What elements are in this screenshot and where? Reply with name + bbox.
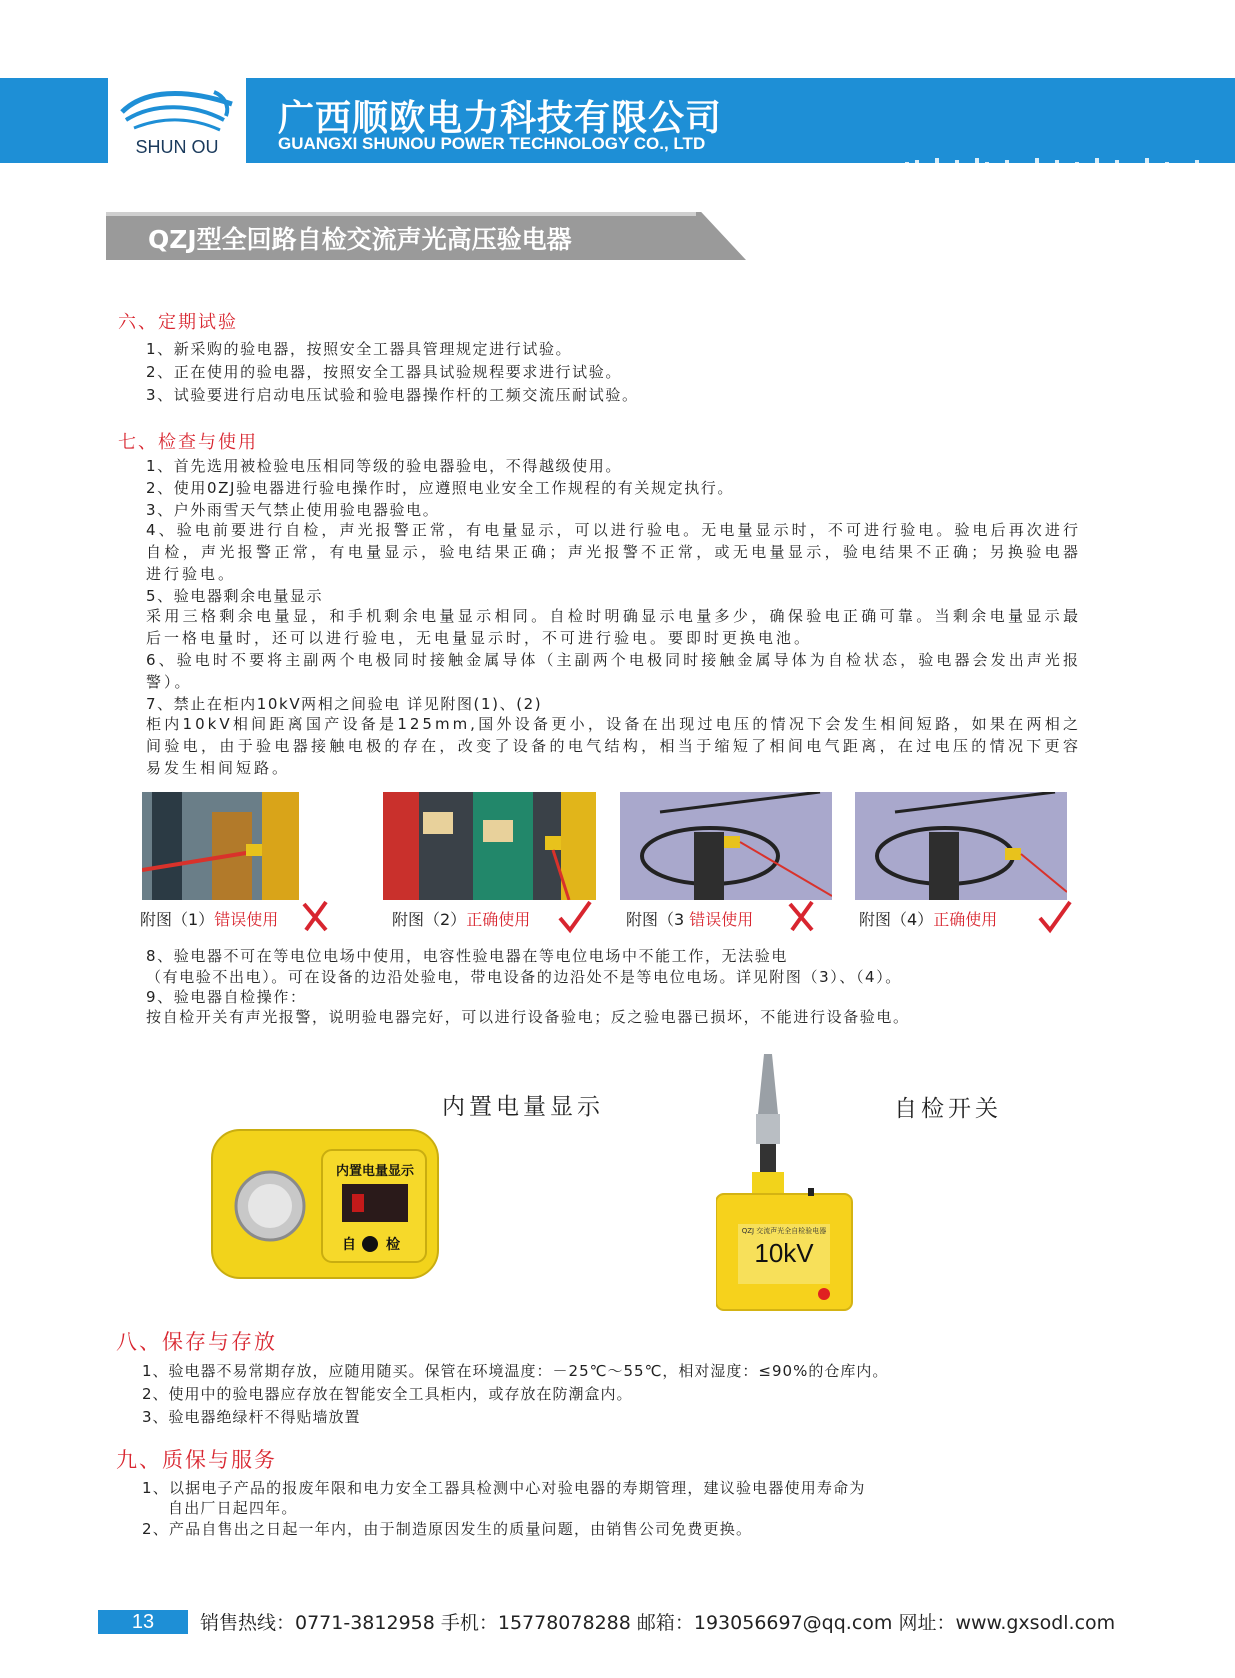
section-9-item: 1、以据电子产品的报废年限和电力安全工器具检测中心对验电器的寿期管理，建议验电器使用寿命为 bbox=[142, 1479, 866, 1497]
section-6-item: 3、试验要进行启动电压试验和验电器操作杆的工频交流压耐试验。 bbox=[146, 386, 639, 404]
wrong-cross-icon bbox=[786, 898, 816, 934]
self-test-switch-label: 自检开关 bbox=[894, 1096, 1002, 1122]
device-check-label: 检 bbox=[386, 1237, 400, 1253]
section-8-item: 1、验电器不易常期存放，应随用随买。保管在环境温度：－25℃～55℃，相对湿度：≤90%的仓库内。 bbox=[142, 1362, 889, 1380]
device-self-label: 自 bbox=[342, 1237, 356, 1253]
dot-pattern-decoration bbox=[855, 158, 1225, 240]
section-7-item: 柜内10kV相间距离国产设备是125mm,国外设备更小，设备在出现过电压的情况下会发生相间短路，如果在两相之间验电，由于验电器接触电极的存在，改变了设备的电气结构，相当于缩短了相间电气距离，在过电压的情况下更容易发生相间短路。 bbox=[146, 715, 1081, 777]
product-title: QZJ型全回路自检交流声光高压验电器 bbox=[148, 225, 572, 254]
figure-2-photo bbox=[383, 792, 596, 900]
section-7-item: 4、验电前要进行自检，声光报警正常，有电量显示，可以进行验电。无电量显示时，不可进行验电。验电后再次进行自检，声光报警正常，有电量显示，验电结果正确；声光报警不正常，或无电量显示，验电结果不正确；另换验电器进行验电。 bbox=[146, 521, 1081, 583]
company-name-en: GUANGXI SHUNOU POWER TECHNOLOGY CO., LTD bbox=[278, 134, 706, 153]
device-panel-title: 内置电量显示 bbox=[335, 1164, 414, 1179]
section-7-item: 8、验电器不可在等电位电场中使用，电容性验电器在等电位电场中不能工作，无法验电 bbox=[146, 947, 788, 965]
section-7-item: 采用三格剩余电量显，和手机剩余电量显示相同。自检时明确显示电量多少，确保验电正确可靠。当剩余电量显示最后一格电量时，还可以进行验电，无电量显示时，不可进行验电。要即时更换电池。 bbox=[146, 607, 1081, 647]
section-8-item: 3、验电器绝绿杆不得贴墙放置 bbox=[142, 1408, 361, 1426]
section-6-heading: 六、定期试验 bbox=[118, 312, 238, 333]
section-7-item: 3、户外雨雪天气禁止使用验电器验电。 bbox=[146, 501, 440, 519]
contact-info: 销售热线：0771-3812958 手机：15778078288 邮箱：193056697@qq.com 网址：www.gxsodl.com bbox=[200, 1612, 1116, 1634]
section-7-item: 9、验电器自检操作： bbox=[146, 988, 307, 1006]
company-logo bbox=[108, 78, 246, 164]
figure-3-caption bbox=[626, 907, 753, 930]
section-7-item: 7、禁止在柜内10kV两相之间验电 详见附图(1)、(2) bbox=[146, 695, 543, 713]
figure-label: 附图（2） bbox=[392, 910, 467, 929]
section-6-item: 2、正在使用的验电器，按照安全工器具试验规程要求进行试验。 bbox=[146, 363, 622, 381]
correct-check-icon bbox=[556, 898, 592, 934]
section-7-item: 6、验电时不要将主副两个电极同时接触金属导体（主副两个电极同时接触金属导体为自检状态，验电器会发出声光报警）。 bbox=[146, 651, 1081, 691]
section-9-item: 自出厂日起四年。 bbox=[168, 1499, 298, 1517]
figure-status: 正确使用 bbox=[466, 910, 531, 929]
figure-status: 正确使用 bbox=[933, 910, 998, 929]
title-band-highlight bbox=[106, 212, 696, 216]
figure-status: 错误使用 bbox=[214, 910, 279, 929]
section-9-item: 2、产品自售出之日起一年内，由于制造原因发生的质量问题，由销售公司免费更换。 bbox=[142, 1520, 753, 1538]
tester-device bbox=[716, 1054, 856, 1314]
figure-label: 附图（4） bbox=[859, 910, 934, 929]
section-7-heading: 七、检查与使用 bbox=[118, 432, 258, 453]
figure-1-caption bbox=[140, 907, 278, 930]
figure-2-caption bbox=[392, 907, 530, 930]
section-7-item: 1、首先选用被检验电压相同等级的验电器验电，不得越级使用。 bbox=[146, 457, 622, 475]
correct-check-icon bbox=[1036, 898, 1072, 934]
tester-voltage-label: 10kV bbox=[754, 1238, 814, 1268]
figure-label: 附图（3 bbox=[626, 910, 690, 929]
logo-text: SHUN OU bbox=[135, 137, 219, 157]
figure-4-caption bbox=[859, 907, 997, 930]
battery-display-label: 内置电量显示 bbox=[442, 1094, 604, 1120]
section-9-heading: 九、质保与服务 bbox=[116, 1448, 277, 1472]
section-7-item: 2、使用0ZJ验电器进行验电操作时，应遵照电业安全工作规程的有关规定执行。 bbox=[146, 479, 734, 497]
battery-display-device bbox=[210, 1128, 440, 1280]
figure-4-photo bbox=[855, 792, 1067, 900]
page-number: 13 bbox=[98, 1610, 188, 1634]
wrong-cross-icon bbox=[300, 898, 330, 934]
figure-3-photo bbox=[620, 792, 832, 900]
section-8-item: 2、使用中的验电器应存放在智能安全工具柜内，或存放在防潮盒内。 bbox=[142, 1385, 633, 1403]
figure-1-photo bbox=[142, 792, 299, 900]
section-7-item: 按自检开关有声光报警，说明验电器完好，可以进行设备验电；反之验电器已损坏，不能进行设备验电。 bbox=[146, 1008, 910, 1026]
section-6-item: 1、新采购的验电器，按照安全工器具管理规定进行试验。 bbox=[146, 340, 573, 358]
tester-small-label: QZJ 交流声光全自检验电器 bbox=[741, 1227, 827, 1235]
section-7-item: 5、验电器剩余电量显示 bbox=[146, 587, 324, 605]
figure-label: 附图（1） bbox=[140, 910, 215, 929]
company-name-cn: 广西顺欧电力科技有限公司 bbox=[278, 98, 723, 139]
section-8-heading: 八、保存与存放 bbox=[116, 1330, 277, 1354]
wave-logo-icon bbox=[114, 82, 240, 138]
figure-status: 错误使用 bbox=[689, 910, 754, 929]
section-7-item: （有电验不出电）。可在设备的边沿处验电，带电设备的边沿处不是等电位电场。详见附图（3）、（4）。 bbox=[146, 968, 902, 986]
